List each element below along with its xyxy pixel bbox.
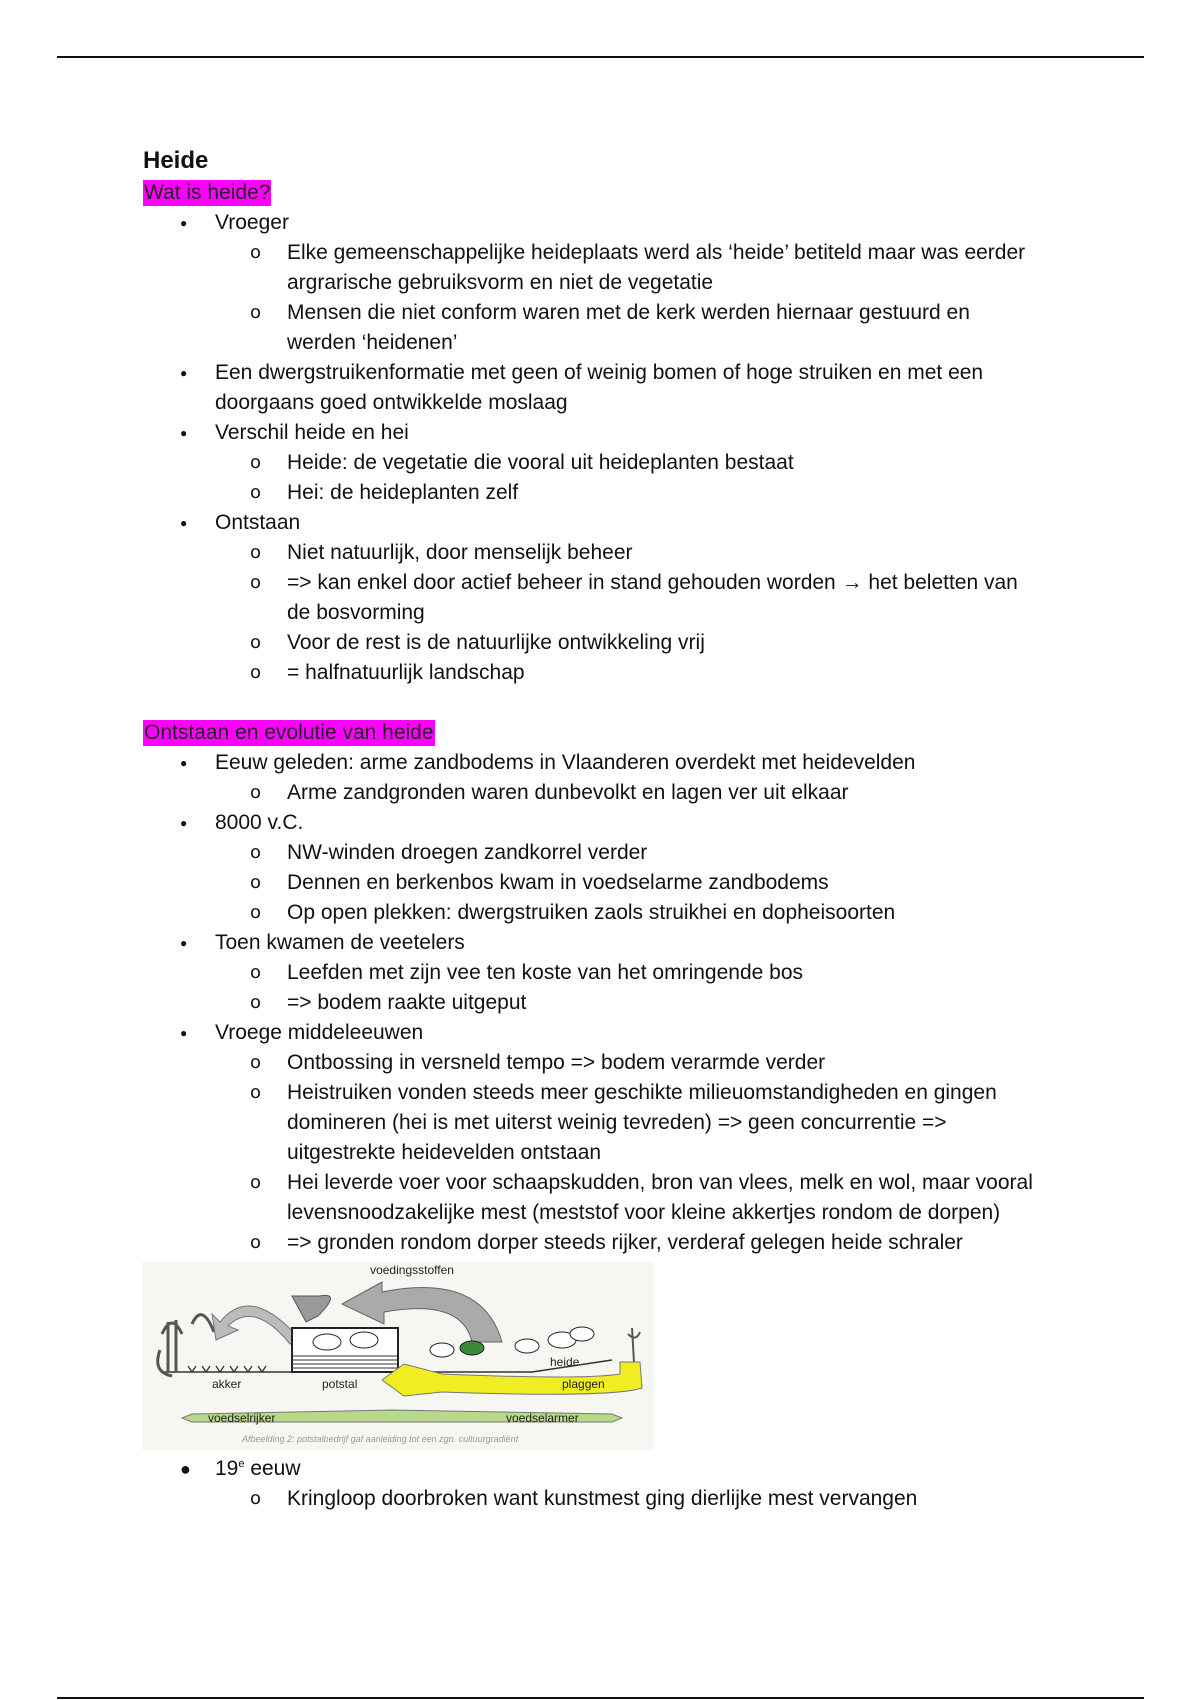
- sub-bullet-icon: o: [250, 542, 262, 563]
- sub-bullet-icon: o: [250, 632, 262, 653]
- document-body: [143, 144, 1043, 1514]
- sub-bullet-icon: o: [250, 872, 262, 893]
- list-item: [143, 358, 1043, 418]
- sub-item-text: Ontbossing in versneld tempo => bodem verarmde verder: [287, 1051, 826, 1074]
- sub-bullet-icon: o: [250, 482, 262, 503]
- sub-list-item: [215, 1048, 1043, 1078]
- potstal-building: [292, 1328, 398, 1372]
- diagram-graphic: [142, 1262, 654, 1450]
- item-text: 8000 v.C.: [215, 811, 304, 834]
- sheep-icon: [515, 1339, 539, 1353]
- sub-item-text: => bodem raakte uitgeput: [287, 991, 527, 1014]
- bullet-icon: ●: [180, 936, 188, 950]
- sub-list-item: [215, 448, 1043, 478]
- bullet-icon: ●: [180, 426, 188, 440]
- sub-item-text: Arme zandgronden waren dunbevolkt en lagen ver uit elkaar: [287, 781, 849, 804]
- sub-bullet-icon: o: [250, 842, 262, 863]
- label-heide: heide: [550, 1355, 580, 1369]
- list-item: [143, 808, 1043, 928]
- sub-item-text: NW-winden droegen zandkorrel verder: [287, 841, 648, 864]
- sub-bullet-icon: o: [250, 662, 262, 683]
- list-item: [143, 1454, 1043, 1514]
- sub-list-item: [215, 1484, 1043, 1514]
- section-evolution: [143, 718, 1043, 1514]
- sub-bullet-icon: o: [250, 1082, 262, 1103]
- sub-bullet-icon: o: [250, 902, 262, 923]
- bullet-icon: ●: [180, 216, 188, 230]
- sub-list-item: [215, 1078, 1043, 1168]
- sub-bullet-icon: o: [250, 572, 262, 593]
- label-akker: akker: [212, 1377, 242, 1391]
- sub-bullet-list: [215, 238, 1043, 358]
- bullet-list: [143, 208, 1043, 688]
- list-item: [143, 748, 1043, 808]
- sub-list-item: [215, 538, 1043, 568]
- sub-bullet-list: [215, 1484, 1043, 1514]
- figure-caption: Afbeelding 2: potstalbedrijf gaf aanleiding tot een zgn. cultuurgradiënt: [242, 1434, 519, 1444]
- item-text: Verschil heide en hei: [215, 421, 409, 444]
- sub-list-item: [215, 658, 1043, 688]
- list-item: [143, 928, 1043, 1018]
- bullet-icon: ●: [180, 1459, 191, 1479]
- sub-item-text: Dennen en berkenbos kwam in voedselarme zandbodems: [287, 871, 829, 894]
- sub-bullet-list: [215, 1048, 1043, 1258]
- potstal-diagram: [142, 1262, 654, 1450]
- item-text: 19e eeuw: [215, 1457, 301, 1480]
- page-title: Heide: [143, 147, 209, 174]
- item-text: Een dwergstruikenformatie met geen of weinig bomen of hoge struiken en met een doorgaans goed ontwikkelde moslaag: [215, 361, 984, 414]
- sub-item-text: Op open plekken: dwergstruiken zaols struikhei en dopheisoorten: [287, 901, 896, 924]
- sub-bullet-icon: o: [250, 992, 262, 1013]
- bullet-icon: ●: [180, 366, 188, 380]
- sub-bullet-icon: o: [250, 1172, 262, 1193]
- bullet-list: [143, 748, 1043, 1258]
- sheep-icon: [350, 1332, 378, 1348]
- sub-list-item: [215, 988, 1043, 1018]
- sheep-icon: [430, 1343, 454, 1357]
- section-heading: Wat is heide?: [144, 181, 271, 204]
- label-voedselrijker: voedselrijker: [208, 1411, 276, 1425]
- sub-bullet-icon: o: [250, 452, 262, 473]
- sub-list-item: [215, 238, 1043, 298]
- section-what-is-heide: [143, 178, 1043, 688]
- sub-bullet-icon: o: [250, 1488, 262, 1509]
- sub-bullet-icon: o: [250, 962, 262, 983]
- sub-item-text: Leefden met zijn vee ten koste van het omringende bos: [287, 961, 803, 984]
- label-voedingsstoffen: voedingsstoffen: [370, 1263, 454, 1277]
- sub-item-text: Mensen die niet conform waren met de kerk werden hiernaar gestuurd en werden ‘heidenen’: [287, 301, 970, 354]
- sub-list-item: [215, 298, 1043, 358]
- sub-list-item: [215, 898, 1043, 928]
- list-item: [143, 208, 1043, 358]
- section-heading: Ontstaan en evolutie van heide: [144, 721, 434, 744]
- sub-list-item: [215, 628, 1043, 658]
- sub-bullet-list: [215, 448, 1043, 508]
- item-text: Eeuw geleden: arme zandbodems in Vlaanderen overdekt met heidevelden: [215, 751, 916, 774]
- bullet-list: [143, 1454, 1043, 1514]
- bullet-icon: ●: [180, 756, 188, 770]
- label-potstal: potstal: [322, 1377, 358, 1391]
- sub-list-item: [215, 1228, 1043, 1258]
- sub-bullet-list: [215, 778, 1043, 808]
- sub-item-text: = halfnatuurlijk landschap: [287, 661, 525, 684]
- list-item: [143, 418, 1043, 508]
- header-rule: [57, 56, 1144, 58]
- sub-item-text: Hei: de heideplanten zelf: [287, 481, 519, 504]
- sub-list-item: [215, 1168, 1043, 1228]
- sub-item-text: => kan enkel door actief beheer in stand gehouden worden → het beletten van de bosvorming: [287, 571, 1018, 624]
- sub-item-text: Niet natuurlijk, door menselijk beheer: [287, 541, 633, 564]
- sub-list-item: [215, 868, 1043, 898]
- sub-item-text: Elke gemeenschappelijke heideplaats werd als ‘heide’ betiteld maar was eerder argrarische gebruiksvorm en niet de vegetatie: [287, 241, 1026, 294]
- footer-rule: [57, 1697, 1144, 1699]
- sub-bullet-list: [215, 958, 1043, 1018]
- sub-bullet-icon: o: [250, 1052, 262, 1073]
- sub-list-item: [215, 958, 1043, 988]
- sub-bullet-list: [215, 538, 1043, 688]
- bullet-icon: ●: [180, 516, 188, 530]
- list-item: [143, 1018, 1043, 1258]
- sheep-icon: [570, 1327, 594, 1341]
- item-text: Toen kwamen de veetelers: [215, 931, 465, 954]
- label-plaggen: plaggen: [562, 1377, 605, 1391]
- item-text: Vroeger: [215, 211, 289, 234]
- sub-list-item: [215, 838, 1043, 868]
- bullet-icon: ●: [180, 1026, 188, 1040]
- sub-list-item: [215, 478, 1043, 508]
- list-item: [143, 508, 1043, 688]
- item-text: Vroege middeleeuwen: [215, 1021, 424, 1044]
- sub-item-text: Voor de rest is de natuurlijke ontwikkeling vrij: [287, 631, 705, 654]
- sub-bullet-list: [215, 838, 1043, 928]
- sub-item-text: => gronden rondom dorper steeds rijker, verderaf gelegen heide schraler: [287, 1231, 963, 1254]
- sub-item-text: Heistruiken vonden steeds meer geschikte milieuomstandigheden en gingen domineren (hei is met uiterst weinig tevreden) => geen concurrentie => uitgestrekte heidevelden ontstaan: [287, 1081, 997, 1164]
- sub-bullet-icon: o: [250, 242, 262, 263]
- sub-list-item: [215, 778, 1043, 808]
- sheep-icon: [460, 1341, 484, 1355]
- sub-bullet-icon: o: [250, 782, 262, 803]
- sub-bullet-icon: o: [250, 302, 262, 323]
- sub-item-text: Heide: de vegetatie die vooral uit heideplanten bestaat: [287, 451, 794, 474]
- bullet-icon: ●: [180, 816, 188, 830]
- sub-item-text: Hei leverde voer voor schaapskudden, bron van vlees, melk en wol, maar vooral levensnoodzakelijke mest (meststof voor kleine akkertjes rondom de dorpen): [287, 1171, 1033, 1224]
- label-voedselarmer: voedselarmer: [506, 1411, 579, 1425]
- sub-item-text: Kringloop doorbroken want kunstmest ging dierlijke mest vervangen: [287, 1487, 918, 1510]
- sub-bullet-icon: o: [250, 1232, 262, 1253]
- item-text: Ontstaan: [215, 511, 301, 534]
- sheep-icon: [313, 1334, 341, 1350]
- sub-list-item: [215, 568, 1043, 628]
